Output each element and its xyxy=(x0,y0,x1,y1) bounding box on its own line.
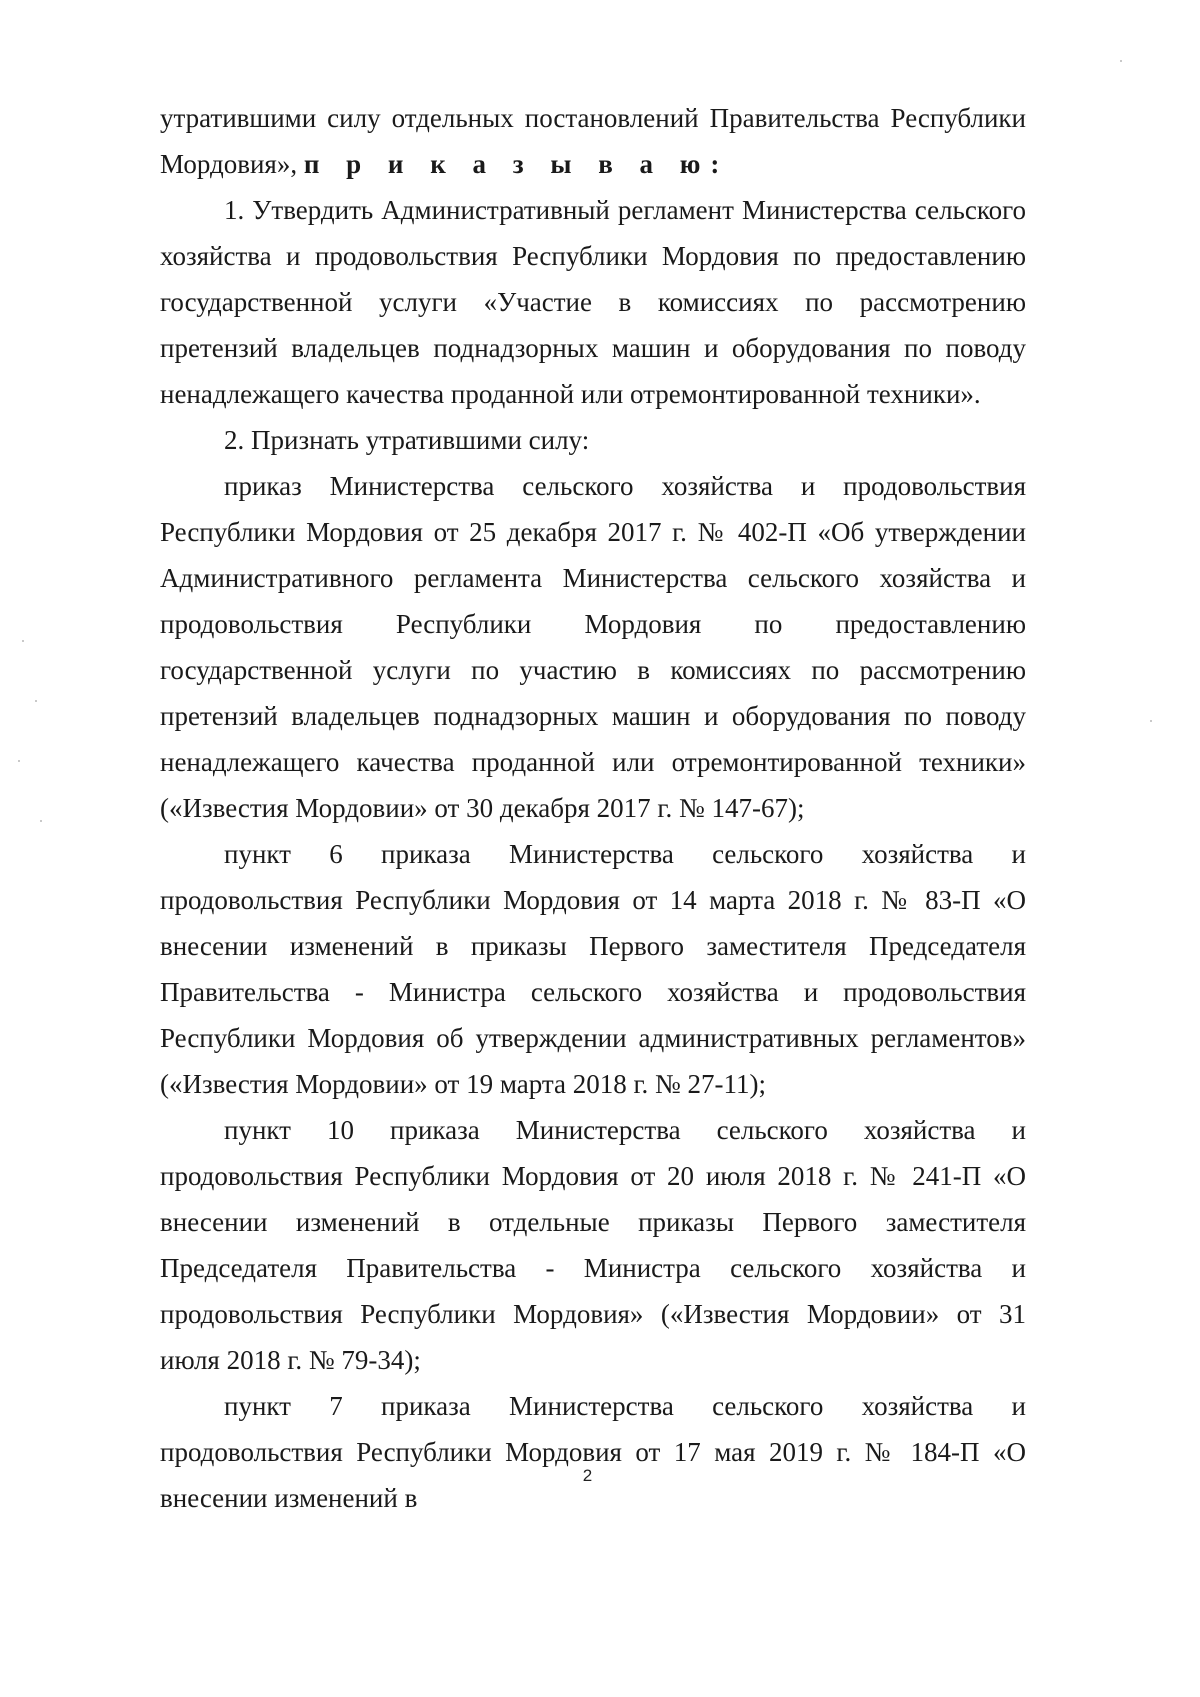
item-1-paragraph: 1. Утвердить Административный регламент Министерства сельского хозяйства и продовольствия Республики Мордовия по предоставлению государственной услуги «Участие в комиссиях по рассмотрению претензий владельцев поднадзорных машин и оборудования по поводу ненадлежащего качества проданной или отремонтированной техники». xyxy=(160,195,1026,409)
scan-speck xyxy=(22,640,24,642)
item-2-heading: 2. Признать утратившими силу: xyxy=(224,425,590,455)
page-number: 2 xyxy=(582,1466,593,1485)
intro-text: утратившими силу отдельных постановлений Правительства Республики Мордовия», xyxy=(160,103,1026,179)
scan-speck xyxy=(35,700,37,702)
repeal-item-2: пункт 6 приказа Министерства сельского хозяйства и продовольствия Республики Мордовия от 14 марта 2018 г. № 83-П «О внесении изменений в приказы Первого заместителя Председателя Правительства - Министра сельского хозяйства и продовольствия Республики Мордовия об утверждении административных регламентов» («Известия Мордовии» от 19 марта 2018 г. № 27-11); xyxy=(160,839,1026,1099)
intro-paragraph xyxy=(160,95,1026,187)
scan-speck xyxy=(1120,60,1122,62)
repeal-item-1: приказ Министерства сельского хозяйства и продовольствия Республики Мордовия от 25 декабря 2017 г. № 402-П «Об утверждении Административного регламента Министерства сельского хозяйства и продовольствия Республики Мордовия по предоставлению государственной услуги по участию в комиссиях по рассмотрению претензий владельцев поднадзорных машин и оборудования по поводу ненадлежащего качества проданной или отремонтированной техники» («Известия Мордовии» от 30 декабря 2017 г. № 147-67); xyxy=(160,471,1026,823)
scan-speck xyxy=(18,760,20,762)
document-body xyxy=(160,95,1026,1521)
scan-speck xyxy=(40,820,42,822)
repeal-item-4: пункт 7 приказа Министерства сельского хозяйства и продовольствия Республики Мордовия от 17 мая 2019 г. № 184-П «О внесении изменений в xyxy=(160,1391,1026,1513)
scan-speck xyxy=(1150,720,1152,722)
order-word: п р и к а з ы в а ю: xyxy=(303,149,730,179)
repeal-item-3: пункт 10 приказа Министерства сельского хозяйства и продовольствия Республики Мордовия от 20 июля 2018 г. № 241-П «О внесении изменений в отдельные приказы Первого заместителя Председателя Правительства - Министра сельского хозяйства и продовольствия Республики Мордовия» («Известия Мордовии» от 31 июля 2018 г. № 79-34); xyxy=(160,1115,1026,1375)
